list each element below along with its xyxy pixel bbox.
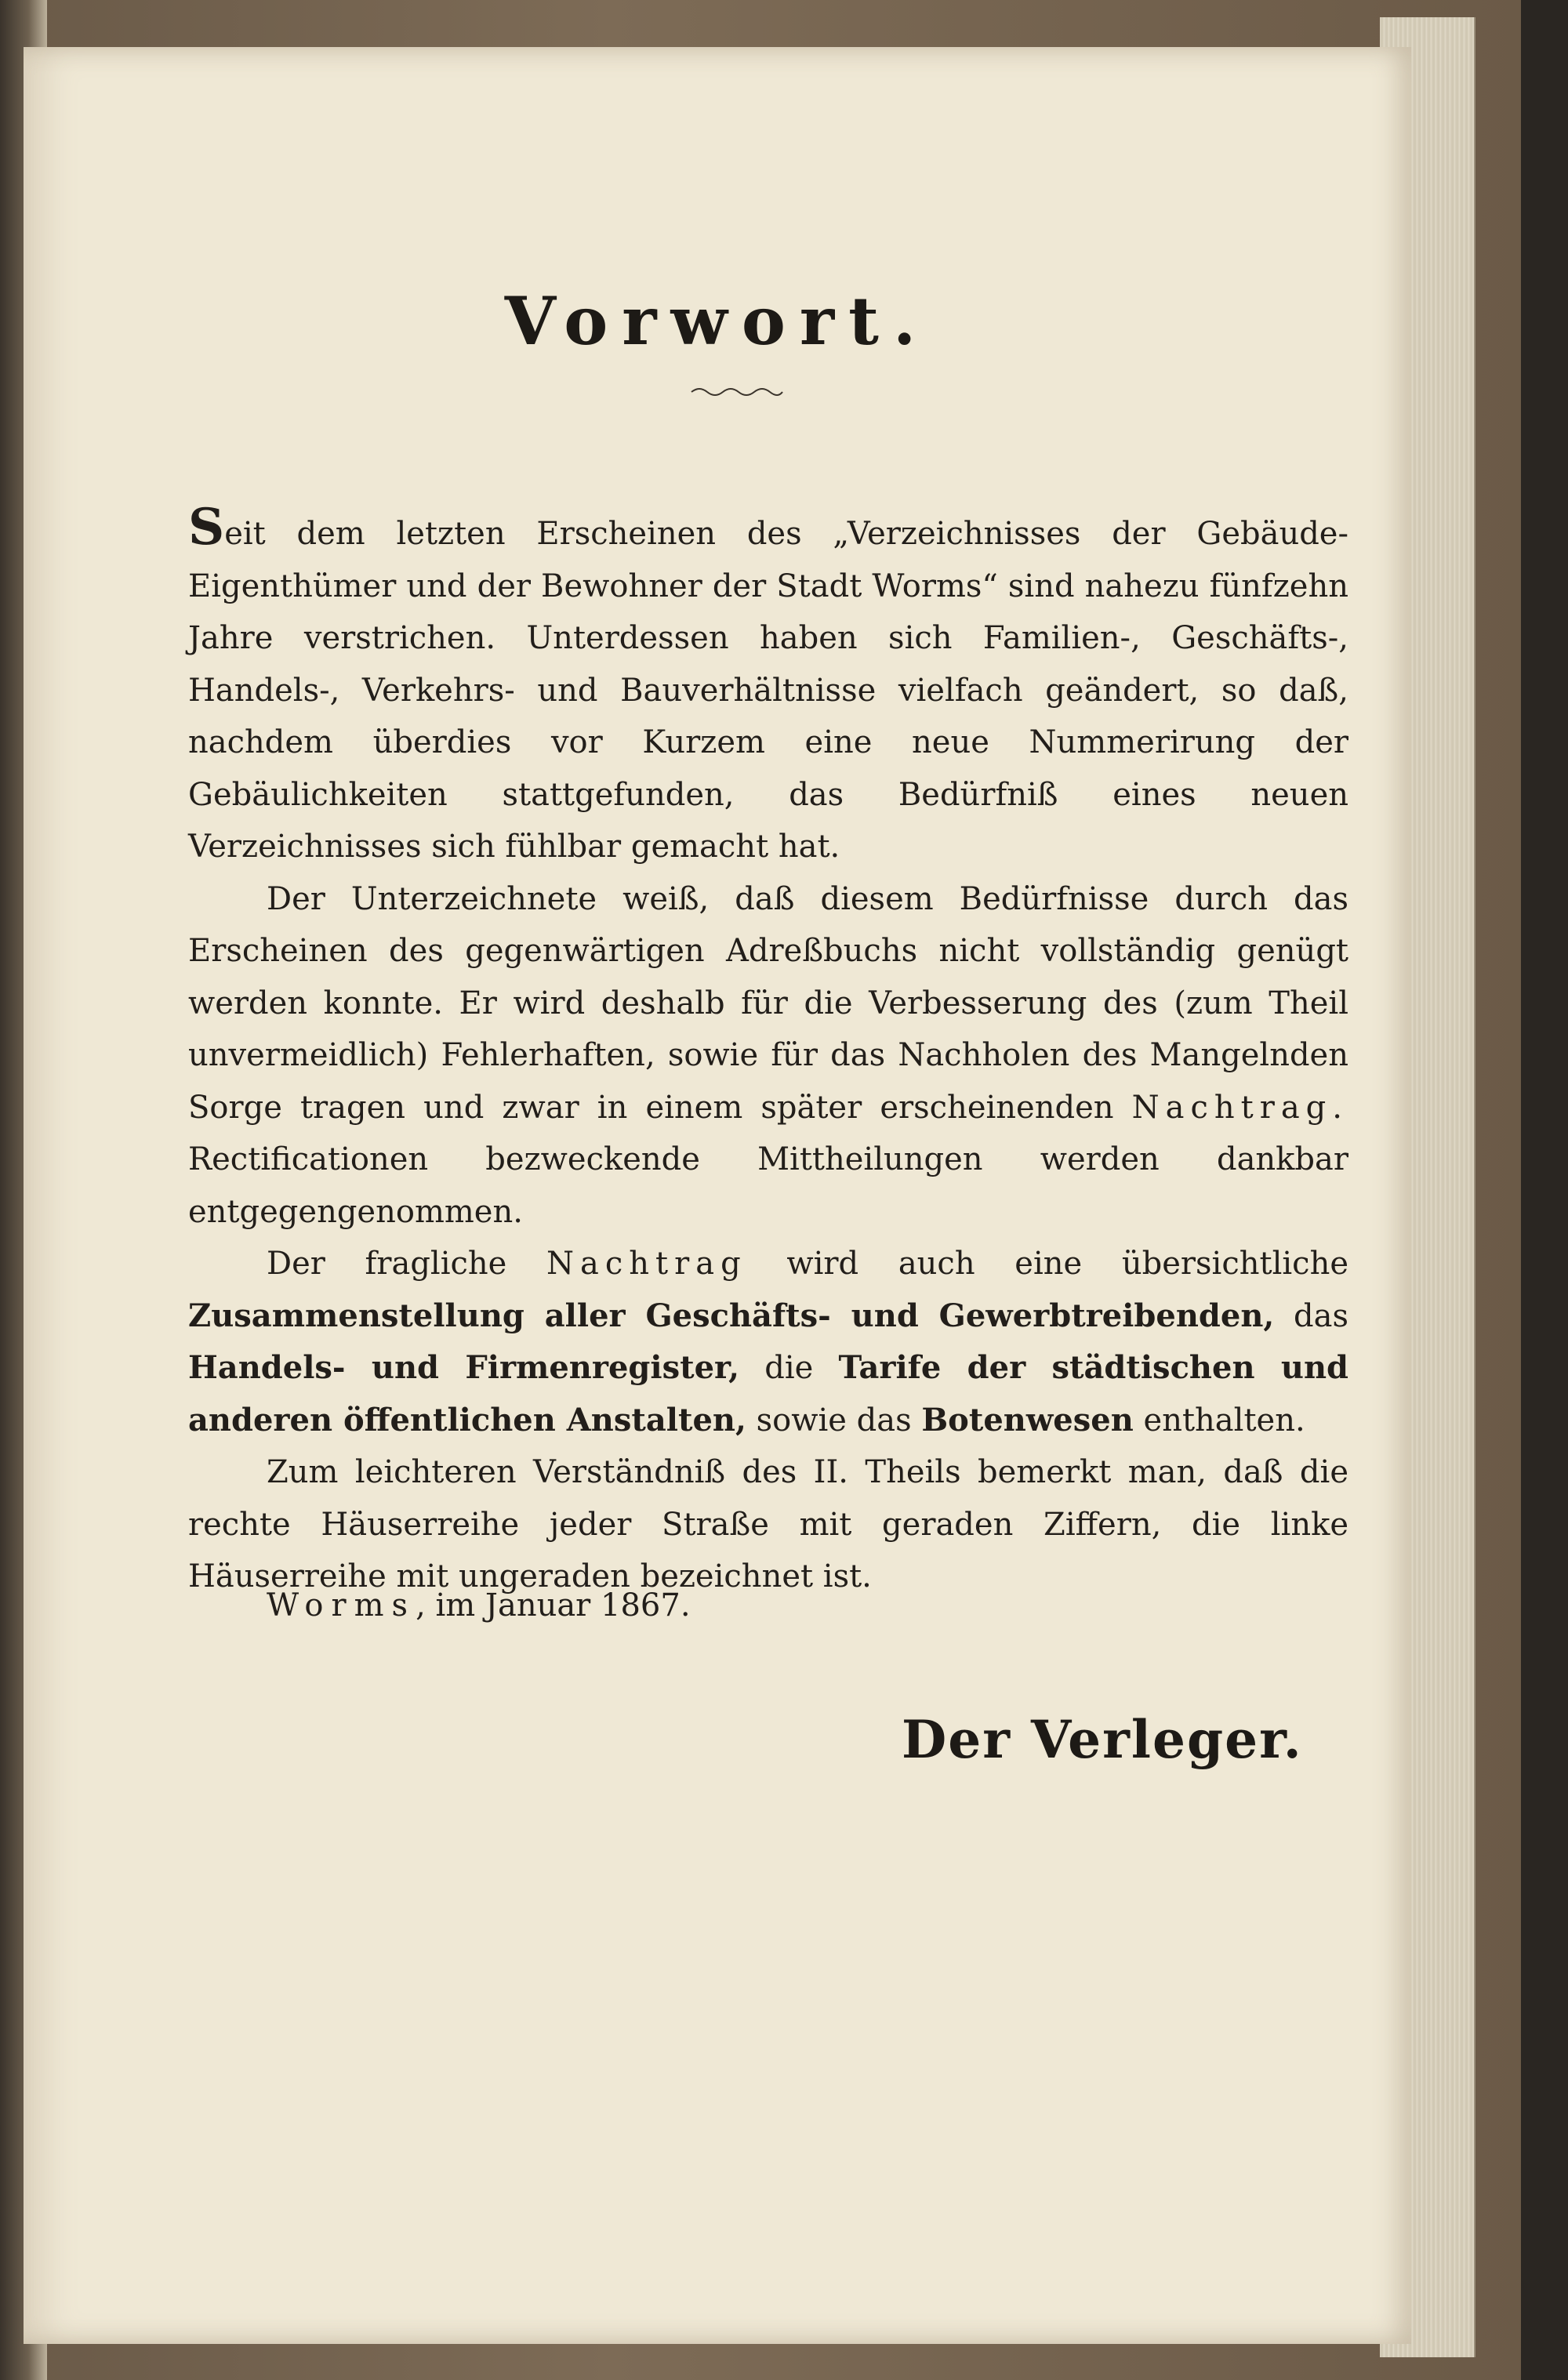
ornament-divider (690, 384, 784, 400)
paragraph-3-text-f: enthalten. (1143, 1402, 1305, 1439)
page-title: Vorwort. (504, 282, 931, 360)
paragraph-4 (188, 1446, 1348, 1603)
paragraph-2 (188, 873, 1348, 1239)
book-page (24, 47, 1411, 2344)
place-name: Worms (267, 1587, 416, 1624)
paragraph-3 (188, 1238, 1348, 1446)
drop-cap: S (188, 498, 225, 557)
body-text (188, 498, 1349, 1603)
paragraph-2-text-b: Rectificationen bezweckende Mittheilungen werden dankbar entgegengenommen. (188, 1141, 1348, 1230)
paragraph-1 (188, 498, 1348, 873)
paragraph-3-text-b: wird auch eine übersichtliche (786, 1246, 1348, 1282)
paragraph-1-text: eit dem letzten Erscheinen des „Verzeichnisses der Gebäude-Eigenthümer und der Bewohner der Stadt Worms“ sind nahezu fünfzehn Jahre verstrichen. Unterdessen haben sich Familien-, Geschäfts-, Handels-, Verkehrs- und Bauverhältnisse vielfach geändert, so daß, nachdem überdies vor Kurzem eine neue Nummerirung der Gebäulichkeiten stattgefunden, das Bedürfniß eines neuen Verzeichnisses sich fühlbar gemacht hat. (188, 516, 1348, 865)
paragraph-3-bold-3: Tarife der städtischen und anderen öffentlichen Anstalten, (188, 1349, 1349, 1439)
paragraph-3-text-a: Der fragliche (267, 1246, 507, 1282)
paragraph-2-spaced: Nachtrag. (1131, 1089, 1348, 1126)
paragraph-3-bold-1: Zusammenstellung aller Geschäfts- und Gewerbtreibenden, (188, 1297, 1275, 1334)
paragraph-3-text-e: sowie das (756, 1402, 912, 1439)
date-text: , im Januar 1867. (416, 1587, 691, 1624)
paragraph-3-text-c: das (1294, 1297, 1349, 1334)
paragraph-3-bold-4: Botenwesen (921, 1401, 1134, 1439)
signature: Der Verleger. (902, 1709, 1303, 1770)
place-date (267, 1587, 691, 1624)
paragraph-2-text-a: Der Unterzeichnete weiß, daß diesem Bedürfnisse durch das Erscheinen des gegenwärtigen Adreßbuchs nicht vollständig genügt werden konnte. Er wird deshalb für die Verbesserung des (zum Theil unvermeidlich) Fehlerhaften, sowie für das Nachholen des Mangelnden Sorge tragen und zwar in einem später erscheinenden (188, 880, 1348, 1126)
paragraph-3-spaced: Nachtrag (546, 1246, 747, 1282)
paragraph-3-bold-2: Handels- und Firmenregister, (188, 1349, 740, 1386)
paragraph-4-text: Zum leichteren Verständniß des II. Theils bemerkt man, daß die rechte Häuserreihe jeder Straße mit geraden Ziffern, die linke Häuserreihe mit ungeraden bezeichnet ist. (188, 1454, 1348, 1595)
paragraph-3-text-d: die (764, 1350, 814, 1386)
